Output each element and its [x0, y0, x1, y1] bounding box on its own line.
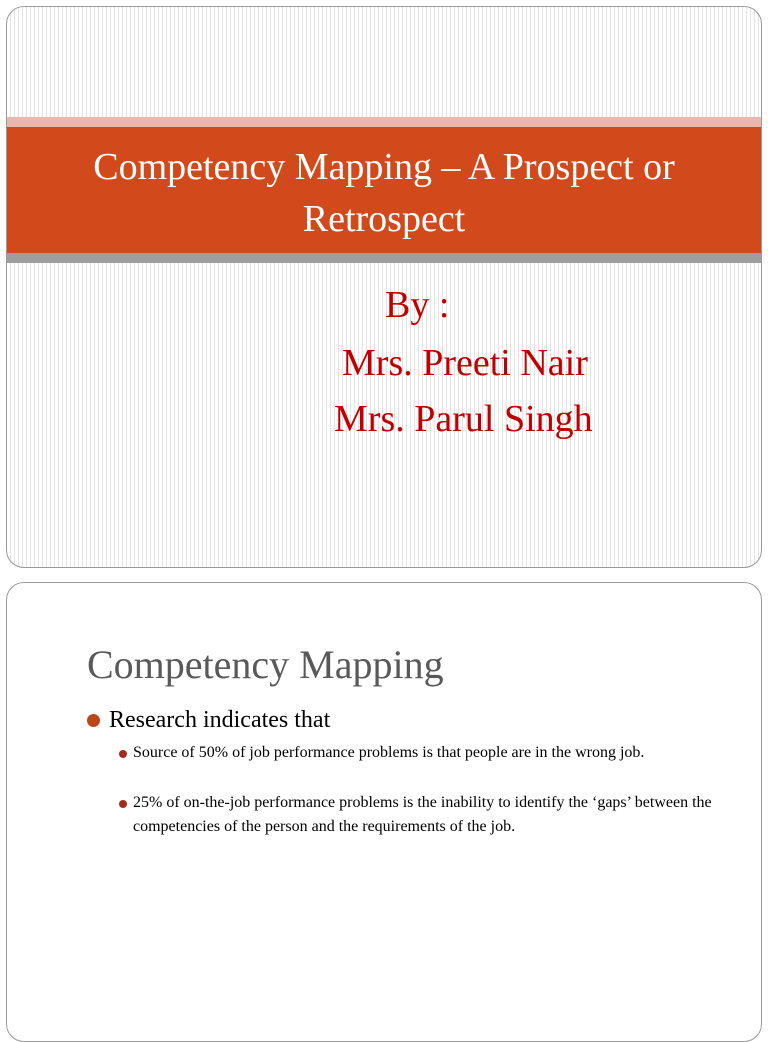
title-band-bottom-stripe: [7, 253, 761, 263]
author-name: Mrs. Parul Singh: [334, 398, 593, 440]
title-slide: [6, 6, 762, 568]
content-slide: [6, 582, 762, 1042]
sub-bullet-item: [119, 791, 719, 839]
sub-bullet-text: 25% of on-the-job performance problems is the inability to identify the ‘gaps’ between the competencies of the person and the requirements of the job.: [133, 794, 712, 835]
title-band-top-stripe: [7, 117, 761, 127]
sub-bullet-icon: [119, 800, 127, 808]
slide-heading: Competency Mapping: [87, 642, 444, 687]
sub-bullet-icon: [119, 750, 127, 758]
slide-title: Competency Mapping – A Prospect or Retrospect: [93, 146, 675, 240]
sub-bullet-text: Source of 50% of job performance problems is that people are in the wrong job.: [133, 744, 645, 761]
by-label: By :: [385, 284, 450, 326]
sub-bullet-item: [119, 741, 719, 765]
bullet-text: Research indicates that: [109, 707, 331, 733]
author-name: Mrs. Preeti Nair: [342, 342, 588, 384]
bullet-icon: [87, 714, 100, 727]
